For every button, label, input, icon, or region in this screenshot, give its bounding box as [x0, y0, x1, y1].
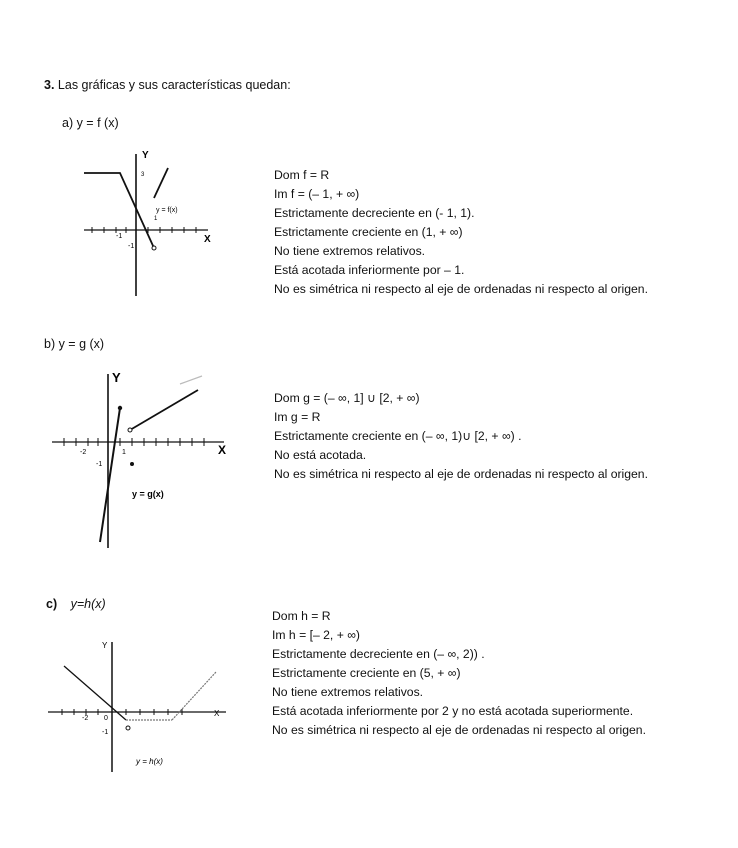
- property: No es simétrica ni respecto al eje de ordenadas ni respecto al origen.: [272, 723, 646, 737]
- property: Estrictamente creciente en (5, + ∞): [272, 666, 461, 680]
- tick-x-1: 1: [122, 449, 126, 456]
- property: No es simétrica ni respecto al eje de ordenadas ni respecto al origen.: [274, 467, 648, 481]
- x-axis-label: X: [204, 234, 211, 245]
- x-axis-label: X: [218, 443, 227, 457]
- open-point: [128, 428, 132, 432]
- property: Im h = [– 2, + ∞): [272, 628, 360, 642]
- part-a-label: a) y = f (x): [62, 116, 119, 130]
- graph-g: [40, 364, 240, 550]
- curve-g-right: [130, 390, 198, 430]
- property: Estrictamente decreciente en (– ∞, 2)) .: [272, 647, 485, 661]
- tick-zero: 0: [104, 715, 108, 722]
- tick-x-minus-2: -2: [80, 449, 87, 456]
- property: Estrictamente creciente en (1, + ∞): [274, 225, 463, 239]
- part-b-properties: [274, 389, 648, 484]
- part-c-letter: c): [46, 597, 58, 611]
- isolated-point: [130, 462, 134, 466]
- tick-y-minus-1: -1: [128, 243, 135, 250]
- exercise-title: Las gráficas y sus características quedan:: [57, 78, 291, 92]
- curve-g-left: [100, 408, 120, 542]
- tick-y-3: 3: [141, 172, 145, 178]
- y-axis-label: Y: [142, 150, 149, 161]
- tick-y-minus-1: -1: [102, 729, 109, 736]
- part-c-properties: [272, 607, 646, 740]
- property: Está acotada inferiormente por 2 y no está acotada superiormente.: [272, 704, 634, 718]
- open-point: [152, 246, 156, 250]
- tick-x-minus-1: -1: [116, 233, 123, 240]
- tick-x-minus-2: -2: [82, 715, 89, 722]
- exercise-heading: [44, 78, 291, 92]
- open-point: [126, 726, 130, 730]
- tick-y-1: 1: [154, 216, 158, 222]
- graph-f: [78, 146, 228, 298]
- tick-y-minus-1: -1: [96, 461, 103, 468]
- property: Dom h = R: [272, 609, 331, 623]
- property: No tiene extremos relativos.: [274, 244, 426, 258]
- curve-label: y = h(x): [136, 757, 163, 766]
- curve-label: y = f(x): [156, 207, 178, 214]
- property: No tiene extremos relativos.: [272, 685, 424, 699]
- property: Estrictamente creciente en (– ∞, 1)∪ [2, + ∞) .: [274, 429, 522, 443]
- property: Dom f = R: [274, 168, 330, 182]
- property: No es simétrica ni respecto al eje de ordenadas ni respecto al origen.: [274, 282, 648, 296]
- property: Im f = (– 1, + ∞): [274, 187, 360, 201]
- graph-h: [40, 636, 230, 776]
- y-axis-label: Y: [112, 370, 121, 385]
- curve-label: y = g(x): [132, 489, 164, 499]
- property: No está acotada.: [274, 448, 367, 462]
- property: Im g = R: [274, 410, 321, 424]
- part-c-label: [46, 597, 106, 611]
- property: Está acotada inferiormente por – 1.: [274, 263, 465, 277]
- part-a-properties: [274, 166, 648, 299]
- property: Estrictamente decreciente en (- 1, 1).: [274, 206, 475, 220]
- y-axis-label: Y: [102, 641, 108, 650]
- curve-f-right: [154, 168, 168, 198]
- exercise-number: 3.: [44, 78, 55, 92]
- part-c-function: y=h(x): [70, 597, 106, 611]
- part-b-label: b) y = g (x): [44, 337, 105, 351]
- curve-h-right: [172, 672, 216, 720]
- property: Dom g = (– ∞, 1] ∪ [2, + ∞): [274, 391, 420, 405]
- closed-point: [118, 406, 122, 410]
- x-axis-label: X: [214, 709, 220, 718]
